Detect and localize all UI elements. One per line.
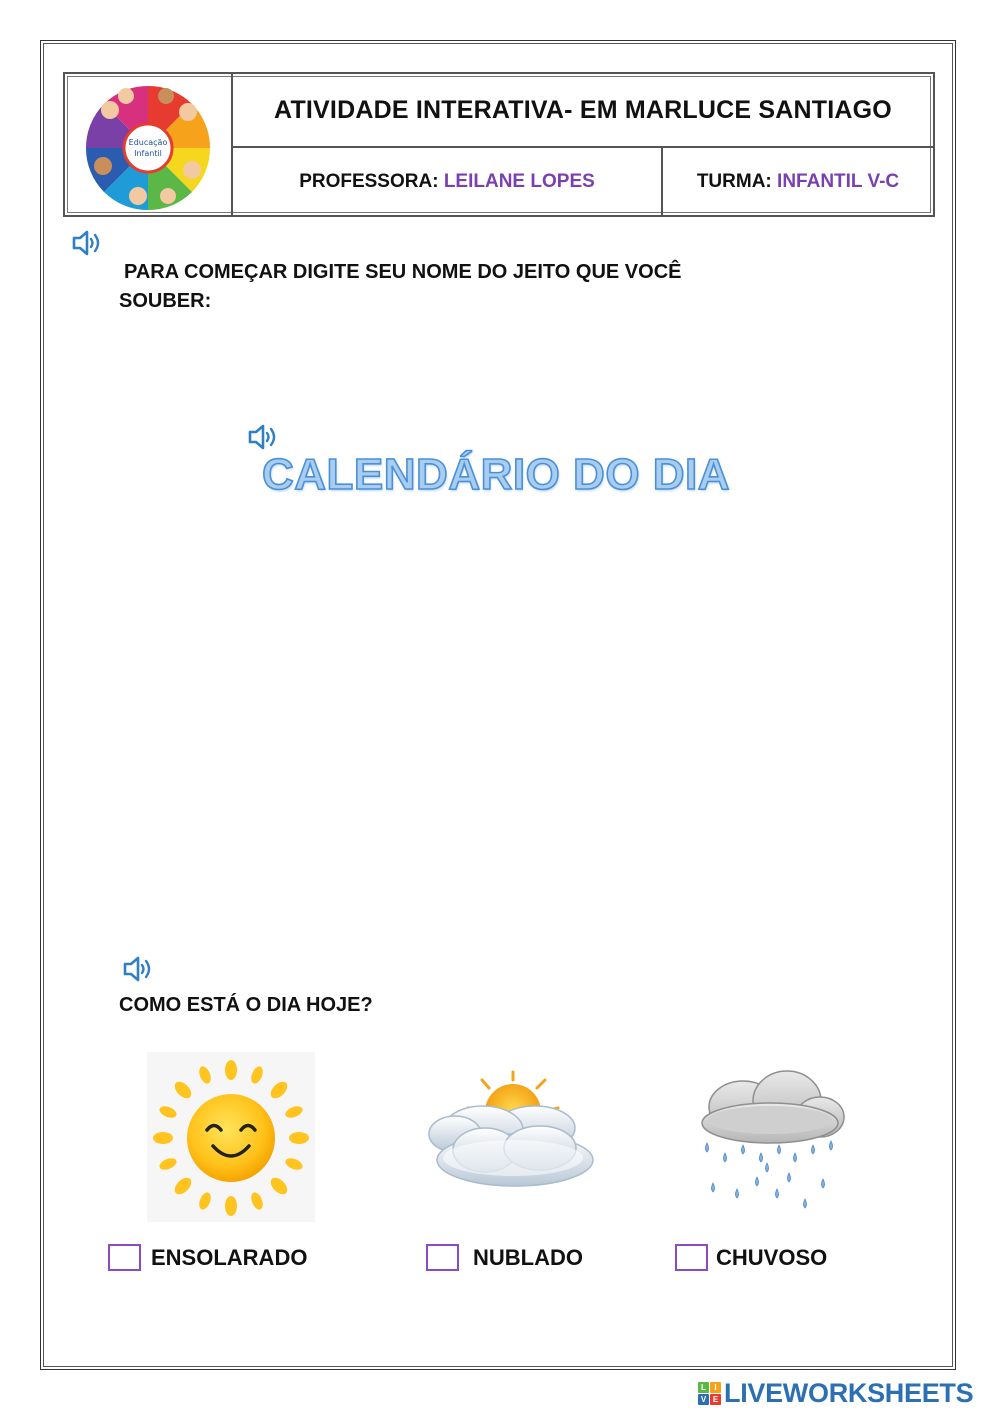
svg-text:Infantil: Infantil [134,149,162,158]
liveworksheets-icon: L I V E [698,1382,721,1405]
education-wheel-logo [65,74,231,215]
liveworksheets-logo[interactable] [698,1378,973,1409]
header-table [63,72,935,217]
rain-cloud-icon [695,1065,850,1220]
weather-question: COMO ESTÁ O DIA HOJE? [119,994,373,1016]
sun-behind-cloud-icon [425,1070,600,1195]
option-label: NUBLADO [473,1244,583,1270]
speaker-icon[interactable] [71,229,103,257]
option-ensolarado [108,1244,307,1271]
liveworksheets-brand: LIVEWORKSHEETS [724,1378,974,1408]
option-label: CHUVOSO [716,1244,828,1270]
teacher-name: LEILANE LOPES [443,170,595,192]
checkbox-ensolarado[interactable] [108,1244,141,1271]
instruction-line-2: SOUBER: [119,290,212,312]
option-label: ENSOLARADO [151,1244,308,1270]
smiling-sun-icon [147,1052,315,1222]
checkbox-nublado[interactable] [426,1244,459,1271]
calendar-title: CALENDÁRIO DO DIA [262,450,731,499]
option-chuvoso [675,1244,827,1271]
svg-text:Educação: Educação [128,138,168,147]
class-label: TURMA: [696,170,772,192]
speaker-icon[interactable] [247,423,279,451]
name-instruction [119,258,819,316]
speaker-icon[interactable] [122,955,154,983]
title-cell [233,74,933,148]
school-logo [65,74,233,215]
teacher-label: PROFESSORA: [299,170,439,192]
checkbox-chuvoso[interactable] [675,1244,708,1271]
teacher-cell [233,148,663,215]
class-name: INFANTIL V-C [777,170,900,192]
activity-title: ATIVIDADE INTERATIVA- EM MARLUCE SANTIAGO [274,95,892,124]
class-cell [663,148,933,215]
instruction-line-1: PARA COMEÇAR DIGITE SEU NOME DO JEITO QUE VOCÊ [124,261,682,283]
option-nublado [426,1244,583,1271]
